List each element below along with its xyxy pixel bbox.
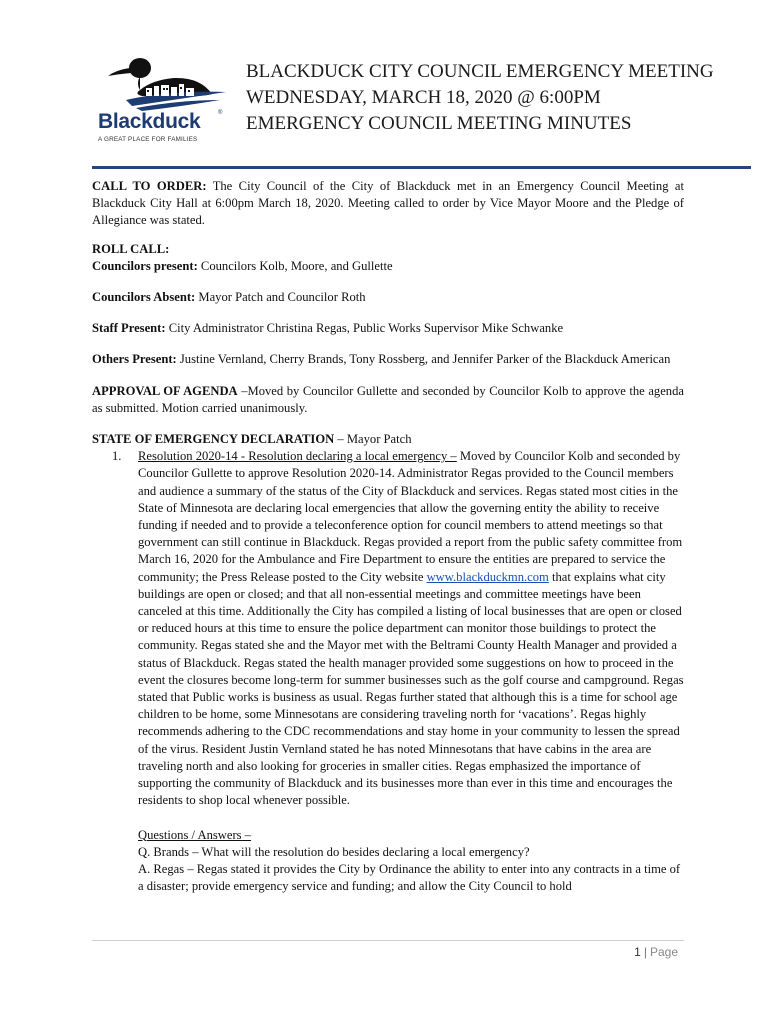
- resolution-title: Resolution 2020-14 - Resolution declaring a local emergency –: [138, 449, 457, 464]
- call-to-order-label: CALL TO ORDER:: [92, 179, 207, 193]
- call-to-order-paragraph: [92, 178, 684, 230]
- footer-divider: [92, 940, 684, 941]
- city-website-link[interactable]: www.blackduckmn.com: [426, 569, 549, 584]
- councilors-absent-label: Councilors Absent:: [92, 290, 196, 305]
- page-label: Page: [649, 945, 678, 959]
- qa-heading: Questions / Answers –: [138, 827, 251, 842]
- others-present: [92, 351, 684, 368]
- state-of-emergency-heading: [92, 431, 684, 448]
- state-emergency-suffix: – Mayor Patch: [334, 432, 412, 447]
- approval-text: –Moved by Councilor Gullette and seconded by Councilor Kolb to approve the agenda as submitted. Motion carried unanimously.: [92, 383, 684, 415]
- others-present-label: Others Present:: [92, 352, 177, 367]
- staff-present-label: Staff Present:: [92, 321, 166, 336]
- call-to-order-text: The City Council of the City of Blackduck met in an Emergency Council Meeting at Blackduck City Hall at 6:00pm March 18, 2020. Meeting called to order by Vice Mayor Moore and the Pledge of Allegiance was stated.: [92, 179, 684, 228]
- councilors-present-text: Councilors Kolb, Moore, and Gullette: [197, 258, 393, 273]
- councilors-present: [92, 258, 684, 275]
- councilors-absent-text: Mayor Patch and Councilor Roth: [195, 290, 366, 305]
- approval-of-agenda: [92, 383, 684, 417]
- logo-wordmark: Blackduck: [98, 110, 201, 133]
- councilors-present-label: Councilors present:: [92, 258, 198, 273]
- minutes-body: [92, 178, 684, 895]
- duck-logo-icon: [96, 50, 236, 112]
- approval-label: APPROVAL OF AGENDA: [92, 383, 238, 398]
- staff-present-text: City Administrator Christina Regas, Public Works Supervisor Mike Schwanke: [165, 321, 564, 336]
- header-line-2: WEDNESDAY, MARCH 18, 2020 @ 6:00PM: [246, 87, 601, 108]
- list-item-number: 1.: [112, 449, 122, 464]
- header-line-1: BLACKDUCK CITY COUNCIL EMERGENCY MEETING: [246, 61, 714, 82]
- resolution-list-item: [112, 448, 684, 895]
- logo-tagline: A GREAT PLACE FOR FAMILIES: [98, 136, 198, 143]
- resolution-paragraph: [138, 448, 684, 809]
- trademark-mark: ®: [218, 110, 223, 116]
- roll-call-heading: ROLL CALL:: [92, 241, 170, 256]
- header-divider: [92, 166, 751, 169]
- page-footer: [634, 945, 678, 959]
- header-line-3: EMERGENCY COUNCIL MEETING MINUTES: [246, 113, 632, 134]
- question-1: Q. Brands – What will the resolution do besides declaring a local emergency?: [138, 844, 530, 859]
- councilors-absent: [92, 289, 684, 306]
- resolution-text-b: that explains what city buildings are open or closed; and that all non-essential meetings and committee meetings have been canceled at this time. Additionally the City has compiled a listing of local businesses that are open or closed or reduced hours at this time to ensure the police department can monitor those buildings to protect the community. Regas stated she and the Mayor met with the Beltrami County Health Manager and provided a status of Blackduck. Regas stated the health manager provided some suggestions on how to proceed in the event the closures become long-term for summer businesses such as the golf course and campground. Regas stated that Public works is business as usual. Regas further stated that although this is a time for school age children to be home, some Minnesotans are considering traveling north for ‘vacations’. Regas highly recommends adhering to the CDC recommendations and stay home in your community to lessen the spread of the virus. Resident Justin Vernland stated he has noted Minnesotans that have cabins in the area are traveling north and also looking for groceries in smaller cities. Regas emphasized the importance of supporting the community of Blackduck and its businesses more than ever in this time and encourages the residents to shop local whenever possible.: [138, 569, 684, 808]
- state-emergency-label: STATE OF EMERGENCY DECLARATION: [92, 432, 335, 447]
- answer-1: A. Regas – Regas stated it provides the City by Ordinance the ability to enter into any contracts in a time of a disaster; provide emergency service and funding; and allow the City Council to hold: [138, 861, 681, 894]
- page-separator: |: [643, 945, 647, 959]
- staff-present: [92, 320, 684, 337]
- city-logo: [96, 50, 236, 146]
- document-header: [246, 59, 714, 137]
- resolution-text-a: Moved by Councilor Kolb and seconded by Councilor Gullette to approve Resolution 2020-14. Administrator Regas provided to the Council members and audience a summary of the status of the City of Blackduck and services. Regas stated most cities in the State of Minnesota are declaring local emergencies that allow the governing entity the ability to receive funding if needed and to provide a teleconference option for council members to attend meetings so that government can still continue in Blackduck. Regas provided a report from the public safety committee from March 16, 2020 for the Ambulance and Fire Department to ensure the entities are prepared to service the community; the Press Release posted to the City website: [138, 449, 683, 584]
- others-present-text: Justine Vernland, Cherry Brands, Tony Rossberg, and Jennifer Parker of the Blackduck American: [176, 352, 671, 367]
- page-number: 1: [634, 945, 641, 959]
